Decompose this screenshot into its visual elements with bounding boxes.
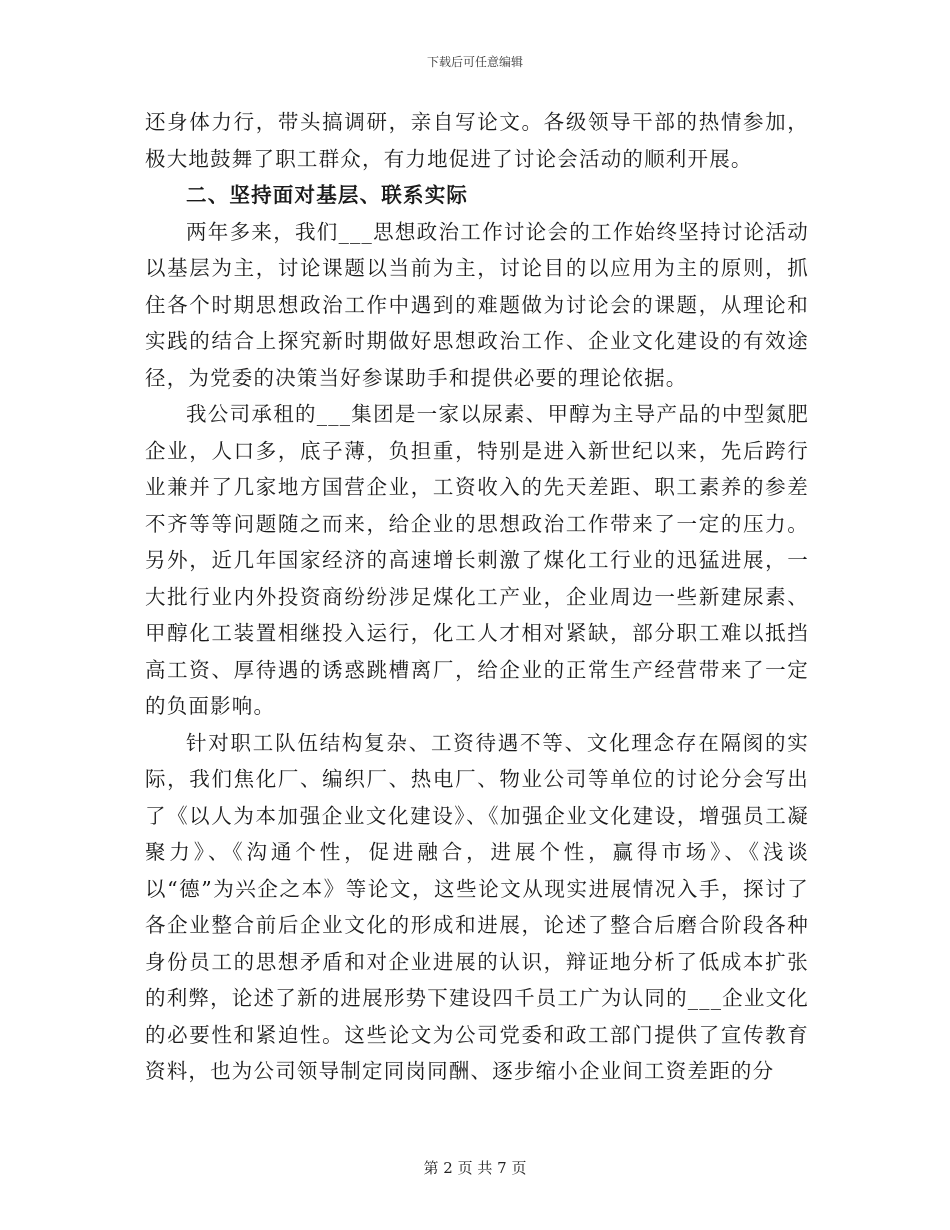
page-footer: 第 2 页 共 7 页: [423, 1159, 527, 1177]
document-body: [145, 104, 809, 1090]
section-heading: 二、坚持面对基层、联系实际: [186, 183, 469, 207]
body-paragraph: 两年多来，我们___思想政治工作讨论会的工作始终坚持讨论活动以基层为主，讨论课题以当前为主，讨论目的以应用为主的原则，抓住各个时期思想政治工作中遇到的难题做为讨论会的课题，从理论和实践的结合上探究新时期做好思想政治工作、企业文化建设的有效途径，为党委的决策当好参谋助手和提供必要的理论依据。: [145, 219, 809, 390]
continuation-paragraph: 还身体力行，带头搞调研，亲自写论文。各级领导干部的热情参加，极大地鼓舞了职工群众，有力地促进了讨论会活动的顺利开展。: [145, 110, 809, 171]
body-paragraph: 我公司承租的___集团是一家以尿素、甲醇为主导产品的中型氮肥企业，人口多，底子薄，负担重，特别是进入新世纪以来，先后跨行业兼并了几家地方国营企业，工资收入的先天差距、职工素养的参差不齐等等问题随之而来，给企业的思想政治工作带来了一定的压力。另外，近几年国家经济的高速增长刺激了煤化工行业的迅猛进展，一大批行业内外投资商纷纷涉足煤化工产业，企业周边一些新建尿素、甲醇化工装置相继投入运行，化工人才相对紧缺，部分职工难以抵挡高工资、厚待遇的诱惑跳槽离厂，给企业的正常生产经营带来了一定的负面影响。: [145, 402, 809, 718]
body-paragraph: 针对职工队伍结构复杂、工资待遇不等、文化理念存在隔阂的实际，我们焦化厂、编织厂、热电厂、物业公司等单位的讨论分会写出了《以人为本加强企业文化建设》、《加强企业文化建设，增强员工凝聚力》、《沟通个性，促进融合，进展个性，赢得市场》、《浅谈以“德”为兴企之本》等论文，这些论文从现实进展情况入手，探讨了各企业整合前后企业文化的形成和进展，论述了整合后磨合阶段各种身份员工的思想矛盾和对企业进展的认识，辩证地分析了低成本扩张的利弊，论述了新的进展形势下建设四千员工广为认同的___企业文化的必要性和紧迫性。这些论文为公司党委和政工部门提供了宣传教育资料，也为公司领导制定同岗同酬、逐步缩小企业间工资差距的分: [145, 730, 809, 1083]
page-header: 下载后可任意编辑: [426, 55, 523, 69]
